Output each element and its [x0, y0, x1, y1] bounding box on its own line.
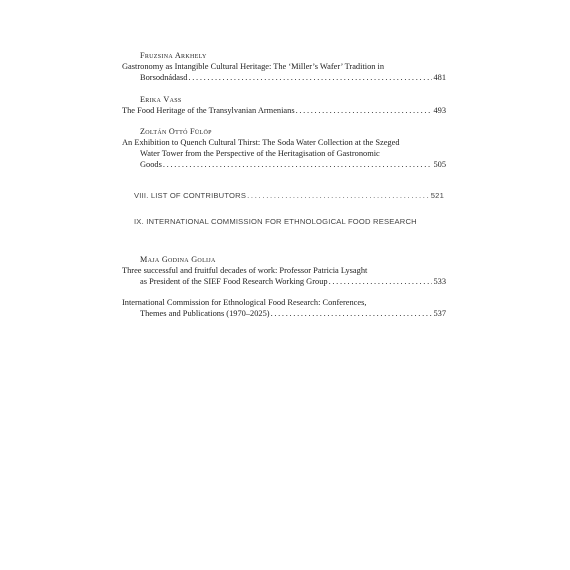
entry-page-number: 537 [433, 309, 446, 318]
toc-entry [122, 126, 446, 170]
entry-title-last-line: Themes and Publications (1970–2025) [140, 309, 270, 318]
dot-leader [163, 159, 433, 170]
entry-leader-line [122, 308, 446, 319]
entry-title-line: Water Tower from the Perspective of the Heritagisation of Gastronomic [140, 149, 380, 158]
entry-page-number: 493 [433, 106, 446, 115]
entry-author: Zoltán Ottó Fülöp [140, 127, 212, 136]
entry-title-line: An Exhibition to Quench Cultural Thirst: The Soda Water Collection at the Szeged [122, 138, 400, 147]
entry-title-last-line: as President of the SIEF Food Research Working Group [140, 277, 328, 286]
entry-title-line: International Commission for Ethnological Food Research: Conferences, [122, 298, 367, 307]
dot-leader [329, 276, 433, 287]
entry-author: Fruzsina Arkhely [140, 51, 207, 60]
section-page-number: 521 [430, 191, 444, 200]
entry-title-last-line: The Food Heritage of the Transylvanian Armenians [122, 106, 295, 115]
entry-author: Maja Godina Golija [140, 255, 216, 264]
entry-page-number: 505 [433, 160, 446, 169]
section-heading-commission [134, 217, 444, 227]
section-label: VIII. LIST OF CONTRIBUTORS [134, 191, 247, 200]
entry-title-line: Gastronomy as Intangible Cultural Heritage: The ‘Miller’s Wafer’ Tradition in [122, 62, 385, 71]
toc-entry [122, 94, 446, 116]
entry-page-number: 481 [433, 73, 446, 82]
section-label: IX. INTERNATIONAL COMMISSION FOR ETHNOLOGICAL FOOD RESEARCH [134, 217, 417, 226]
entry-page-number: 533 [433, 277, 446, 286]
entry-leader-line [122, 159, 446, 170]
dot-leader [296, 105, 433, 116]
toc-entry [122, 50, 446, 83]
entry-leader-line [122, 105, 446, 116]
entry-title-last-line: Goods [140, 160, 162, 169]
entry-title-last-line: Borsodnádasd [140, 73, 188, 82]
dot-leader [271, 308, 433, 319]
dot-leader [247, 191, 430, 201]
entry-leader-line [122, 72, 446, 83]
section-heading-contributors [134, 191, 444, 201]
toc-entry [122, 297, 446, 319]
entry-leader-line [122, 276, 446, 287]
toc-entry [122, 254, 446, 287]
dot-leader [188, 72, 432, 83]
entry-author: Erika Vass [140, 95, 182, 104]
entry-title-line: Three successful and fruitful decades of work: Professor Patricia Lysaght [122, 266, 368, 275]
